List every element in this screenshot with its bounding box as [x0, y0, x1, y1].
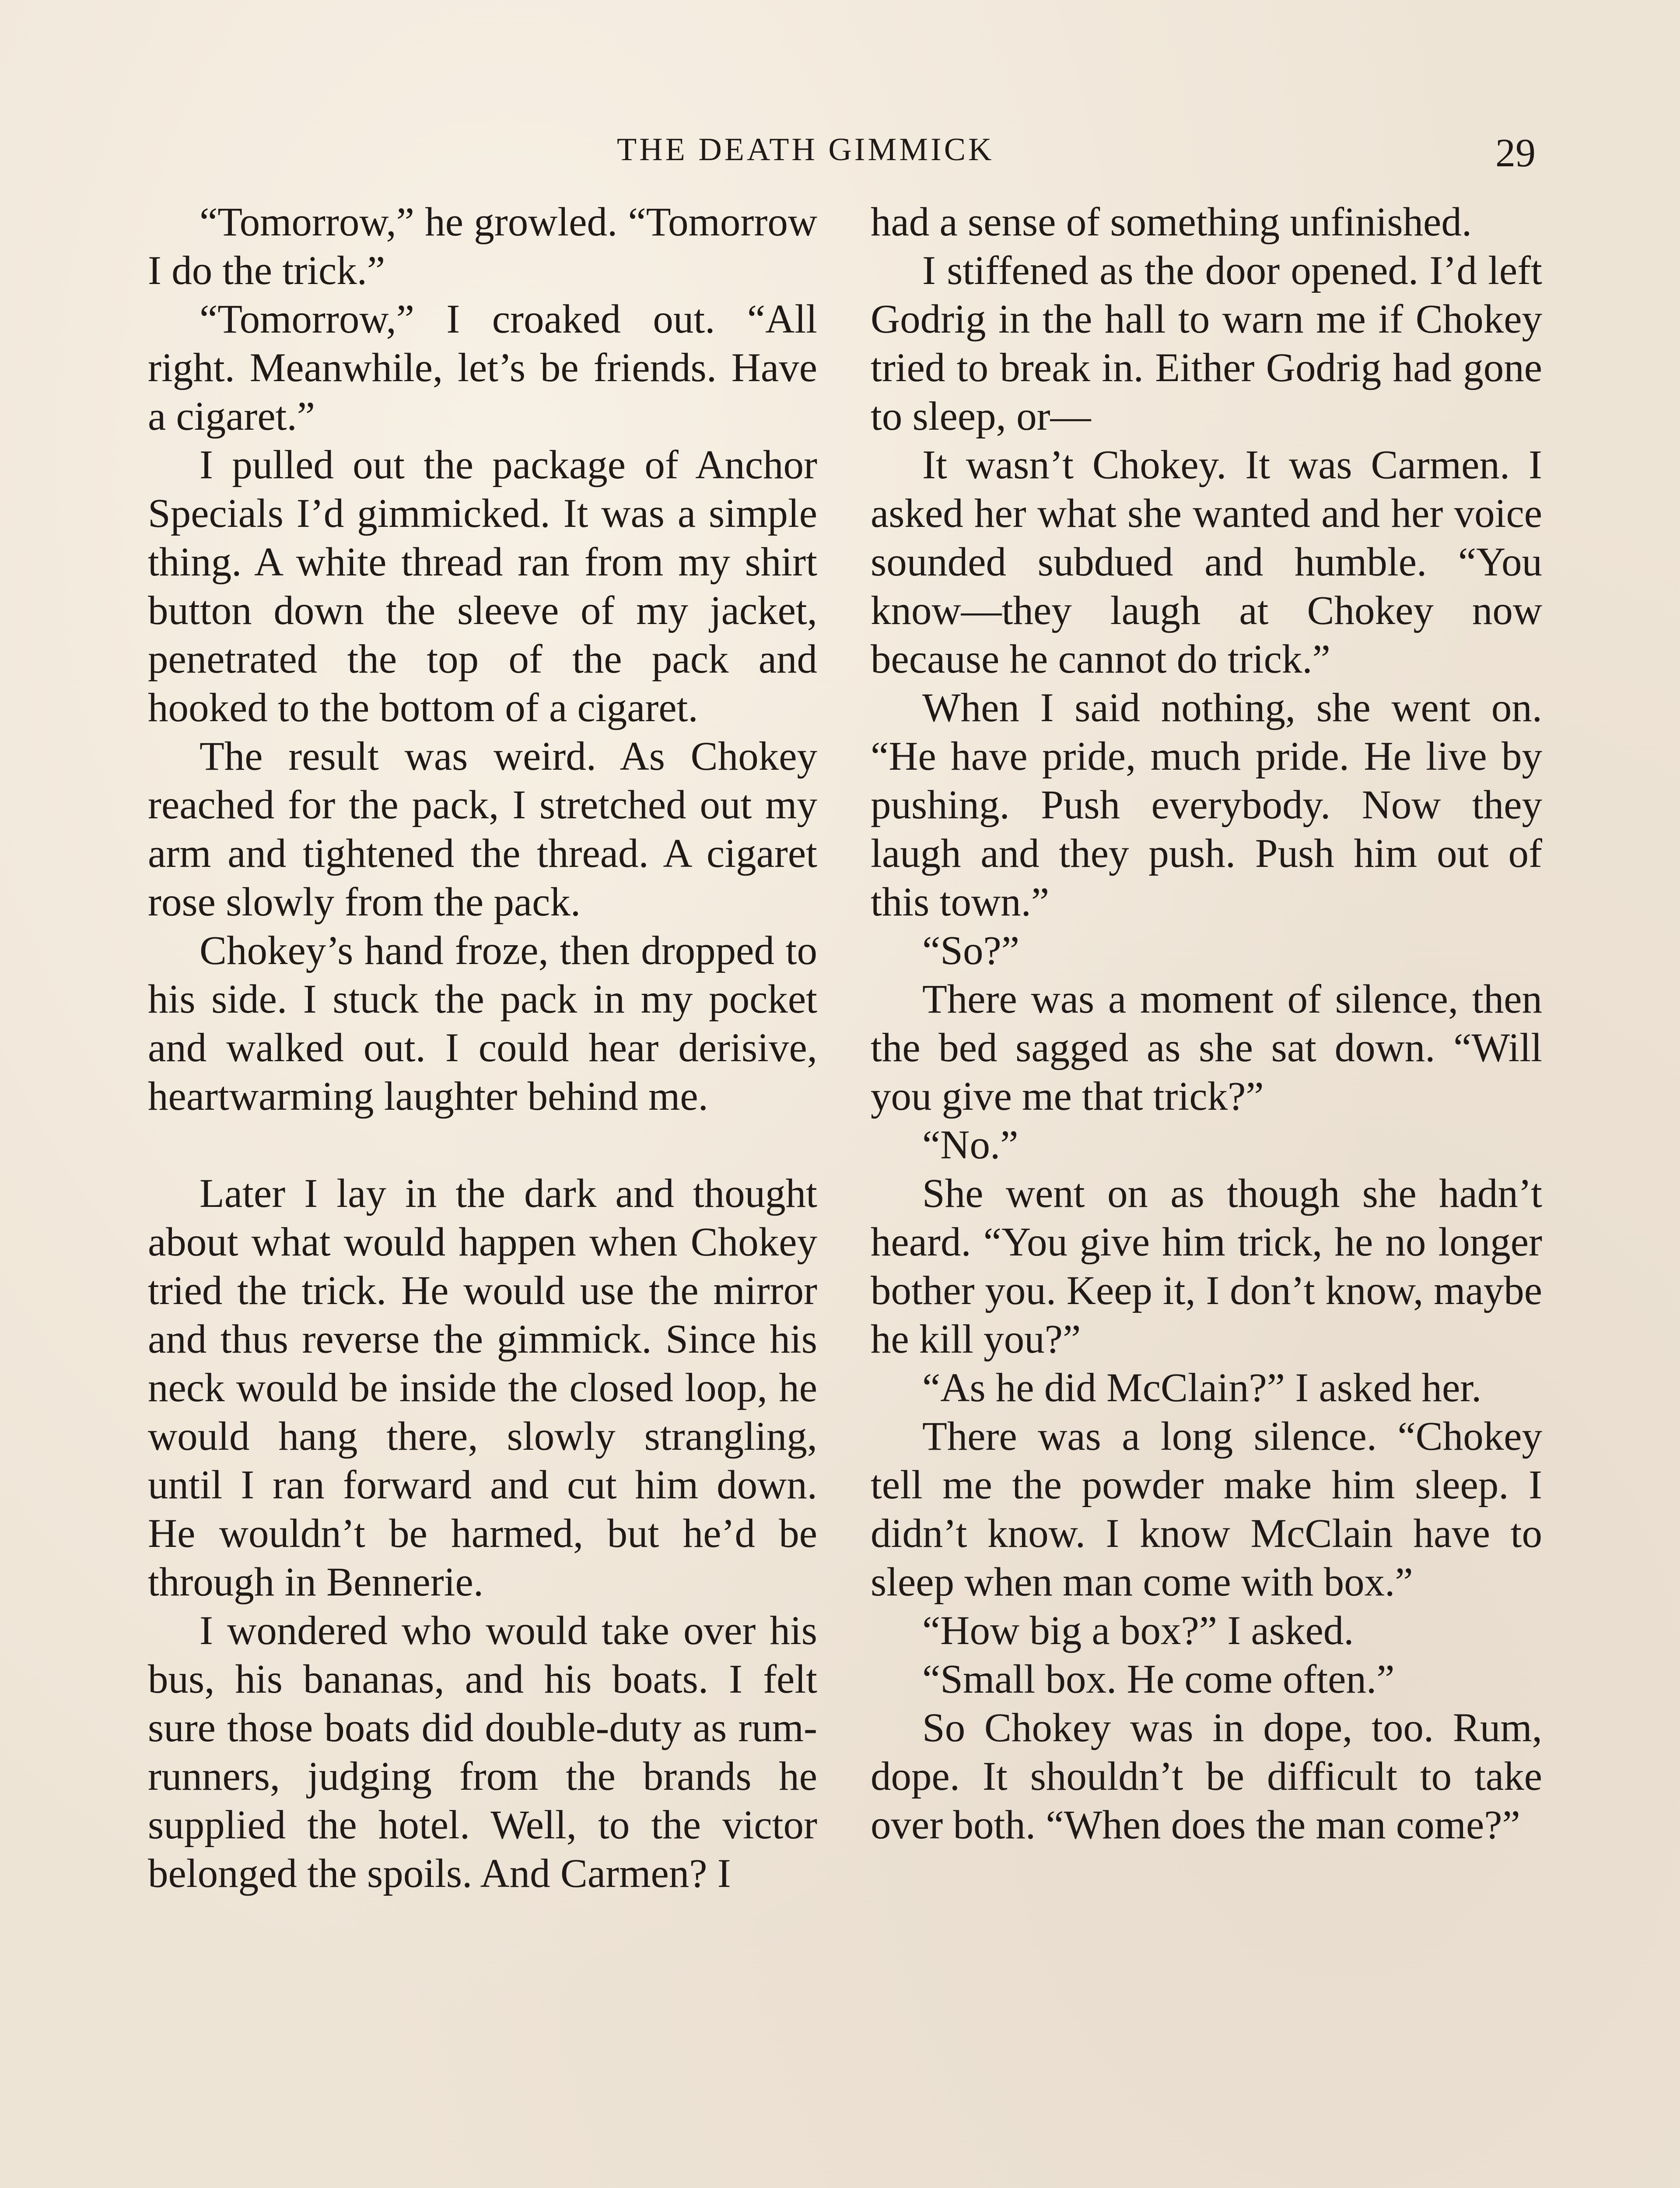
paragraph: Later I lay in the dark and thought about what would happen when Chokey tried the trick. He would use the mirror and thus reverse the gimmick. Since his neck would be inside the closed loop, he would hang there, slowly strangling, until I ran forward and cut him down. He wouldn’t be harmed, but he’d be through in Bennerie. [148, 1171, 817, 1605]
paragraph: She went on as though she hadn’t heard. “You give him trick, he no longer bother you. Keep it, I don’t know, maybe he kill you?” [871, 1171, 1542, 1362]
paragraph: So Chokey was in dope, too. Rum, dope. It shouldn’t be difficult to take over both. “When does the man come?” [871, 1705, 1542, 1848]
paragraph: had a sense of something unfinished. [871, 200, 1472, 245]
paragraph: “Small box. He come often.” [922, 1657, 1395, 1702]
paragraph: “No.” [922, 1122, 1018, 1168]
running-title: THE DEATH GIMMICK [617, 132, 994, 168]
paragraph: The result was weird. As Chokey reached for the pack, I stretched out my arm and tightened the thread. A cigaret rose slowly from the pack. [148, 734, 817, 925]
paragraph: I wondered who would take over his bus, his bananas, and his boats. I felt sure those boats did double-duty as rum-runners, judging from the brands he supplied the hotel. Well, to the victor belonged the spoils. And Carmen? I [148, 1608, 817, 1896]
paragraph: “Tomorrow,” he growled. “Tomorrow I do the trick.” [148, 200, 817, 293]
paragraph: “So?” [922, 928, 1020, 973]
paragraph: When I said nothing, she went on. “He have pride, much pride. He live by pushing. Push everybody. Now they laugh and they push. Push him out of this town.” [871, 685, 1542, 925]
right-column [871, 198, 1542, 1849]
paragraph: There was a moment of silence, then the bed sagged as she sat down. “Will you give me that trick?” [871, 977, 1542, 1119]
paragraph: Chokey’s hand froze, then dropped to his side. I stuck the pack in my pocket and walked out. I could hear derisive, heartwarming laughter behind me. [148, 928, 817, 1119]
paragraph: “As he did McClain?” I asked her. [922, 1365, 1482, 1410]
left-column [148, 198, 817, 1898]
paragraph: “Tomorrow,” I croaked out. “All right. Meanwhile, let’s be friends. Have a cigaret.” [148, 297, 817, 439]
paragraph: There was a long silence. “Chokey tell me the powder make him sleep. I didn’t know. I know McClain have to sleep when man come with box.” [871, 1414, 1542, 1605]
paragraph: It wasn’t Chokey. It was Carmen. I asked her what she wanted and her voice sounded subdued and humble. “You know—they laugh at Chokey now because he cannot do trick.” [871, 442, 1542, 682]
paragraph: I pulled out the package of Anchor Specials I’d gimmicked. It was a simple thing. A white thread ran from my shirt button down the sleeve of my jacket, penetrated the top of the pack and hooked to the bottom of a cigaret. [148, 442, 817, 730]
page-number: 29 [1495, 130, 1536, 175]
paragraph: I stiffened as the door opened. I’d left Godrig in the hall to warn me if Chokey tried to break in. Either Godrig had gone to sleep, or— [871, 248, 1542, 439]
paragraph: “How big a box?” I asked. [922, 1608, 1354, 1653]
